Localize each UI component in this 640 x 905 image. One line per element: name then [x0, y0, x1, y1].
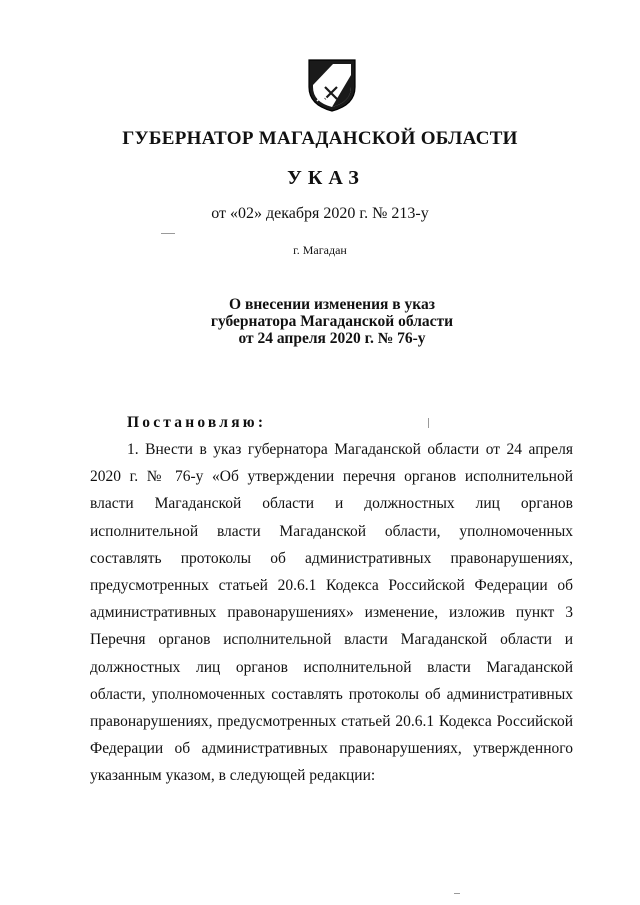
document-place: г. Магадан [293, 243, 347, 257]
coat-of-arms-icon [305, 57, 359, 113]
document-date-number: от «02» декабря 2020 г. № 213-у [211, 205, 429, 222]
scan-artifact [161, 233, 175, 234]
governor-title: ГУБЕРНАТОР МАГАДАНСКОЙ ОБЛАСТИ [122, 128, 518, 149]
subject-line-3: от 24 апреля 2020 г. № 76-у [238, 330, 426, 347]
scan-artifact [454, 893, 460, 894]
paragraph-1: 1. Внести в указ губернатора Магаданской области от 24 апреля 2020 г. № 76-у «Об утверждении перечня органов исполнительной власти Магаданской области и должностных лиц органов исполнительной власти Магаданской области, уполномоченных составлять протоколы об административных правонарушениях, предусмотренных статьей 20.6.1 Кодекса Российской Федерации об административных правонарушениях» изменение, изложив пункт 3 Перечня органов исполнительной власти Магаданской области и должностных лиц органов исполнительной власти Магаданской области, уполномоченных составлять протоколы об административных правонарушениях, предусмотренных статьей 20.6.1 Кодекса Российской Федерации об административных правонарушениях, утвержденного указанным указом, в следующей редакции: [90, 441, 573, 785]
scan-artifact [428, 418, 429, 428]
subject-line-2: губернатора Магаданской области [210, 313, 454, 330]
subject-line-1: О внесении изменения в указ [229, 296, 435, 313]
document-subject [0, 296, 640, 347]
document-type: УКАЗ [287, 167, 365, 189]
decree-word: Постановляю: [127, 414, 267, 431]
